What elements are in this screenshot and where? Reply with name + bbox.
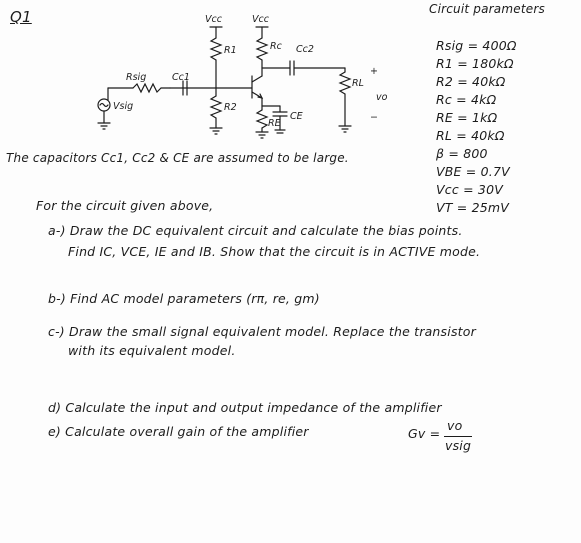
re-label: RE [268, 118, 281, 129]
question-a-line1: a-) Draw the DC equivalent circuit and calculate the bias points. [48, 223, 463, 238]
vcc-left-label: Vcc [205, 14, 222, 25]
parameters-title: Circuit parameters [429, 2, 545, 16]
param-beta: β = 800 [436, 146, 488, 161]
rc-label: Rc [270, 41, 282, 52]
output-minus-label: − [370, 112, 378, 123]
param-vcc: Vcc = 30V [436, 182, 503, 197]
param-rsig: Rsig = 400Ω [436, 38, 517, 53]
gain-formula-lhs: Gv = [408, 426, 441, 441]
capacitor-note: The capacitors Cc1, Cc2 & CE are assumed to be large. [6, 151, 349, 165]
param-vt: VT = 25mV [436, 200, 510, 215]
param-rl: RL = 40kΩ [436, 128, 505, 143]
r2-label: R2 [224, 102, 237, 113]
question-e: e) Calculate overall gain of the amplifier [48, 424, 309, 439]
question-a-line2: Find IC, VCE, IE and IB. Show that the circuit is in ACTIVE mode. [68, 244, 481, 259]
cc2-label: Cc2 [296, 44, 314, 55]
param-r2: R2 = 40kΩ [436, 74, 506, 89]
vcc-right-label: Vcc [252, 14, 269, 25]
r1-label: R1 [224, 45, 237, 56]
vo-label: vo [376, 92, 388, 103]
question-c-line2: with its equivalent model. [68, 343, 236, 358]
ce-label: CE [290, 111, 303, 122]
cc1-label: Cc1 [172, 72, 190, 83]
gain-formula-numerator: vo [447, 418, 463, 433]
gain-formula-denominator: vsig [445, 438, 472, 453]
vsig-label: Vsig [113, 101, 134, 112]
question-c-line1: c-) Draw the small signal equivalent model. Replace the transistor [48, 324, 476, 339]
intro-text: For the circuit given above, [36, 198, 214, 213]
question-b: b-) Find AC model parameters (rπ, re, gm) [48, 291, 320, 306]
rl-label: RL [352, 78, 364, 89]
output-plus-label: + [370, 66, 378, 77]
param-vbe: VBE = 0.7V [436, 164, 510, 179]
question-number: Q1 [10, 8, 32, 26]
gain-formula-fraction-bar [444, 436, 472, 437]
param-re: RE = 1kΩ [436, 110, 498, 125]
param-r1: R1 = 180kΩ [436, 56, 514, 71]
rsig-label: Rsig [126, 72, 147, 83]
param-rc: Rc = 4kΩ [436, 92, 497, 107]
question-d: d) Calculate the input and output impedance of the amplifier [48, 400, 442, 415]
